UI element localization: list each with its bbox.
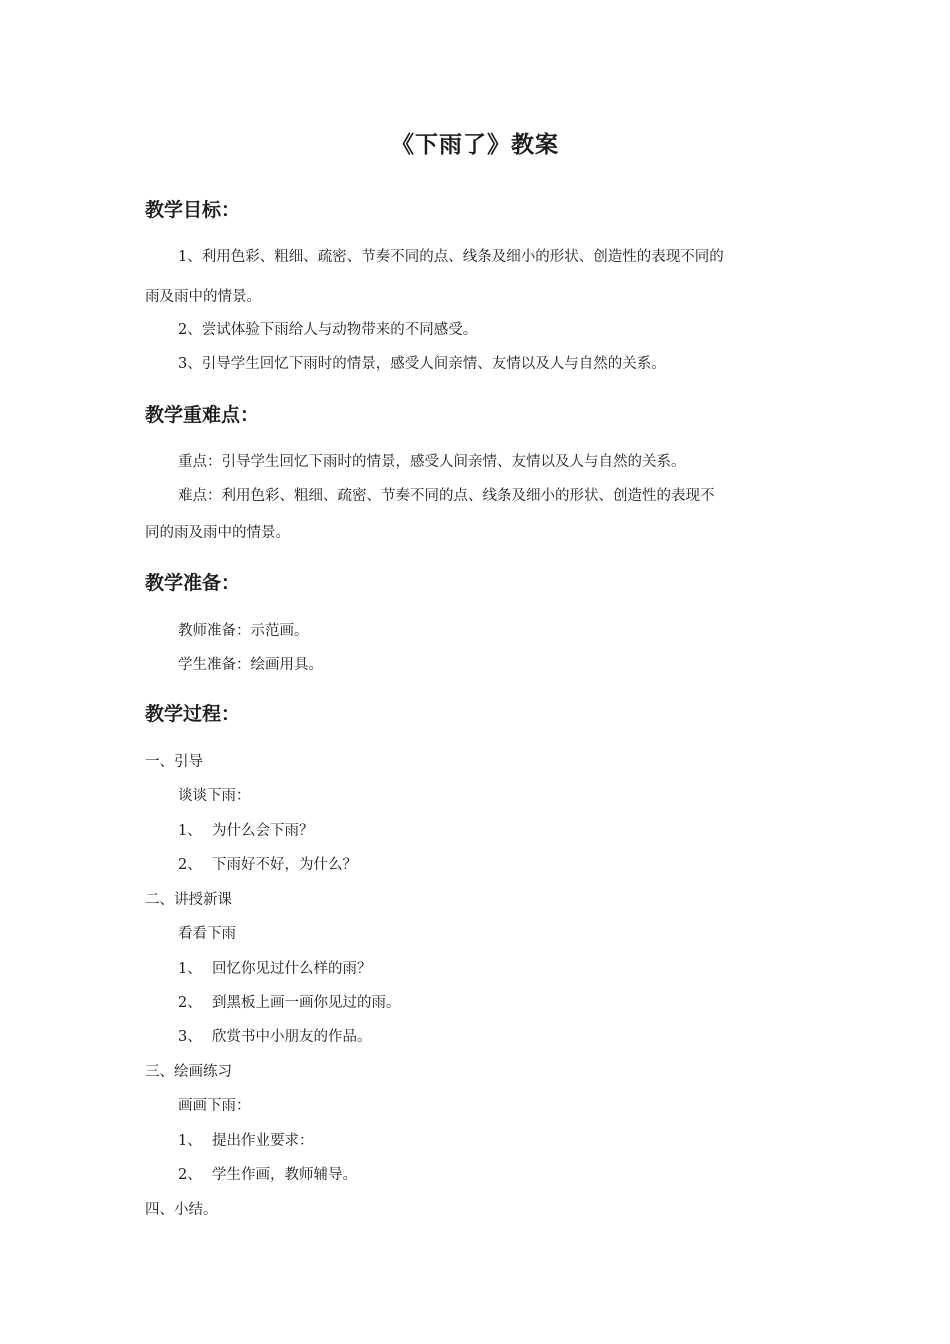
list-item-text: 下雨好不好，为什么？ <box>212 857 357 873</box>
list-item <box>178 957 372 978</box>
objective-2: 2、尝试体验下雨给人与动物带来的不同感受。 <box>178 322 478 338</box>
list-item-text: 回忆你见过什么样的雨？ <box>212 961 372 977</box>
section-subtitle: 画画下雨： <box>178 1098 251 1114</box>
objective-1-line-1: 1、利用色彩、粗细、疏密、节奏不同的点、线条及细小的形状、创造性的表现不同的 <box>178 249 724 265</box>
list-item <box>178 1163 357 1184</box>
list-item-number: 2、 <box>178 1167 202 1183</box>
section-title: 一、引导 <box>145 754 203 770</box>
list-item-number: 2、 <box>178 995 202 1011</box>
list-item-number: 1、 <box>178 1133 202 1149</box>
list-item <box>178 819 314 840</box>
document-title: 《下雨了》教案 <box>391 132 559 158</box>
list-item-number: 3、 <box>178 1029 202 1045</box>
preparation-heading: 教学准备： <box>145 572 241 594</box>
teacher-preparation: 教师准备：示范画。 <box>178 623 309 639</box>
difficult-point-line-2: 同的雨及雨中的情景。 <box>145 525 290 541</box>
section-title: 四、小结。 <box>145 1202 218 1218</box>
key-point: 重点：引导学生回忆下雨时的情景，感受人间亲情、友情以及人与自然的关系。 <box>178 454 686 470</box>
list-item-text: 为什么会下雨？ <box>212 823 314 839</box>
objectives-heading: 教学目标： <box>145 199 241 221</box>
section-subtitle: 谈谈下雨： <box>178 788 251 804</box>
list-item-text: 提出作业要求： <box>212 1133 314 1149</box>
list-item <box>178 1025 372 1046</box>
section-title: 三、绘画练习 <box>145 1064 232 1080</box>
list-item <box>178 1129 314 1150</box>
objective-1-line-2: 雨及雨中的情景。 <box>145 289 261 305</box>
objective-3: 3、引导学生回忆下雨时的情景，感受人间亲情、友情以及人与自然的关系。 <box>178 356 666 372</box>
list-item-text: 欣赏书中小朋友的作品。 <box>212 1029 372 1045</box>
process-heading: 教学过程： <box>145 703 241 725</box>
list-item-number: 1、 <box>178 961 202 977</box>
list-item-text: 学生作画，教师辅导。 <box>212 1167 357 1183</box>
student-preparation: 学生准备：绘画用具。 <box>178 657 323 673</box>
difficult-point-line-1: 难点：利用色彩、粗细、疏密、节奏不同的点、线条及细小的形状、创造性的表现不 <box>178 488 715 504</box>
list-item <box>178 853 357 874</box>
list-item-number: 2、 <box>178 857 202 873</box>
list-item-number: 1、 <box>178 823 202 839</box>
section-subtitle: 看看下雨 <box>178 926 236 942</box>
list-item-text: 到黑板上画一画你见过的雨。 <box>212 995 401 1011</box>
section-title: 二、讲授新课 <box>145 892 232 908</box>
list-item <box>178 991 401 1012</box>
key-points-heading: 教学重难点： <box>145 404 260 426</box>
